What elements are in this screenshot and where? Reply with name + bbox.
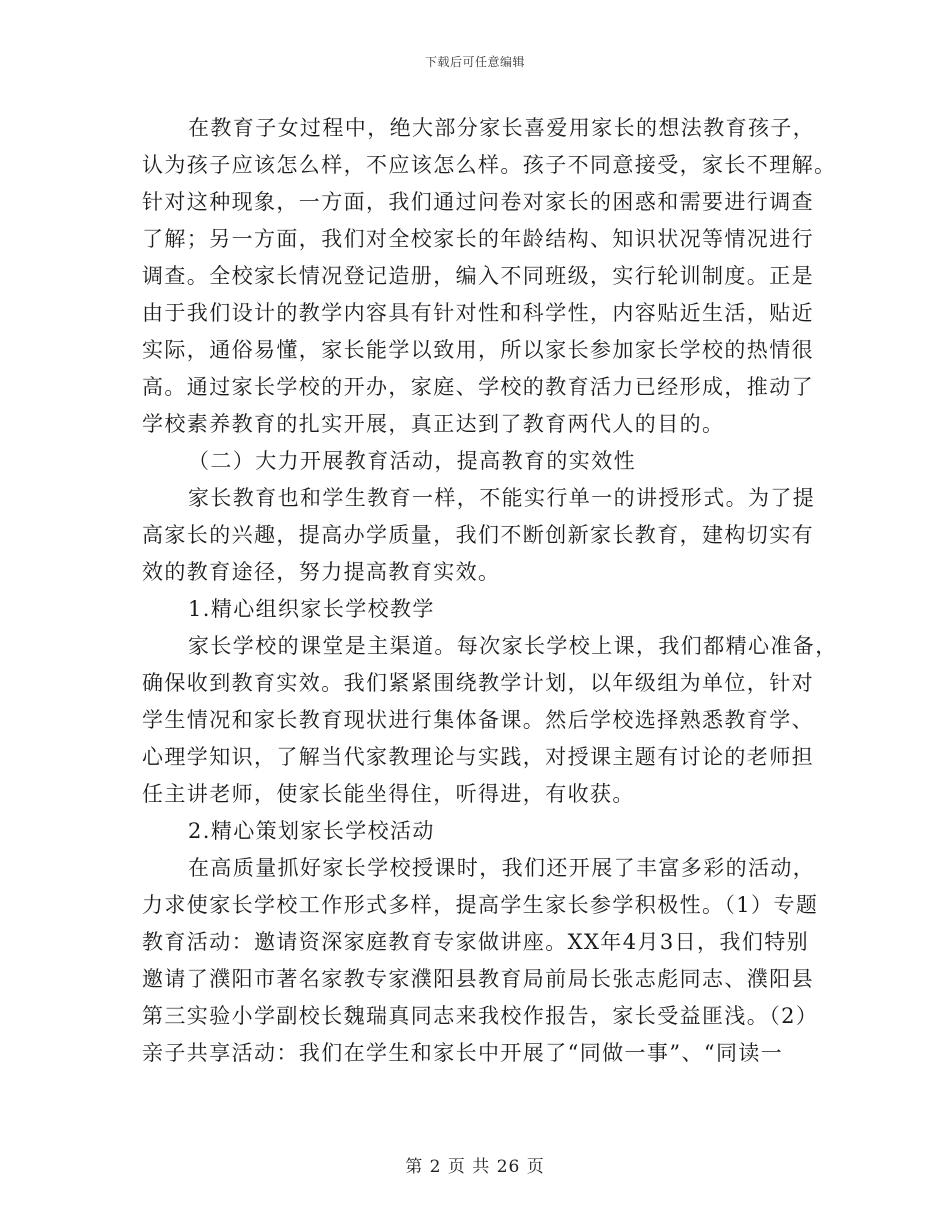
paragraph-line: 了解；另一方面，我们对全校家长的年龄结构、知识状况等情况进行 bbox=[142, 227, 814, 251]
paragraph-line: 家长教育也和学生教育一样，不能实行单一的讲授形式。为了提 bbox=[188, 486, 816, 510]
paragraph-line: 学生情况和家长教育现状进行集体备课。然后学校选择熟悉教育学、 bbox=[142, 708, 814, 732]
paragraph-line: 认为孩子应该怎么样，不应该怎么样。孩子不同意接受，家长不理解。 bbox=[142, 153, 837, 177]
paragraph-line: 针对这种现象，一方面，我们通过问卷对家长的困惑和需要进行调查 bbox=[142, 190, 814, 214]
paragraph-line: 确保收到教育实效。我们紧紧围绕教学计划，以年级组为单位，针对 bbox=[142, 671, 814, 695]
paragraph-line: 第三实验小学副校长魏瑞真同志来我校作报告，家长受益匪浅。（2） bbox=[142, 1004, 819, 1028]
paragraph-line: 学校素养教育的扎实开展，真正达到了教育两代人的目的。 bbox=[142, 412, 725, 436]
page-header: 下载后可任意编辑 bbox=[424, 55, 525, 69]
paragraph-line: 效的教育途径，努力提高教育实效。 bbox=[142, 560, 501, 584]
paragraph-line: 调查。全校家长情况登记造册，编入不同班级，实行轮训制度。正是 bbox=[142, 264, 814, 288]
paragraph-line: 在高质量抓好家长学校授课时，我们还开展了丰富多彩的活动， bbox=[188, 856, 816, 880]
paragraph-line: 任主讲老师，使家长能坐得住，听得进，有收获。 bbox=[142, 782, 635, 806]
page-footer: 第 2 页 共 26 页 bbox=[405, 1157, 545, 1177]
paragraph-line: 家长学校的课堂是主渠道。每次家长学校上课，我们都精心准备， bbox=[188, 634, 838, 658]
paragraph-line: 由于我们设计的教学内容具有针对性和科学性，内容贴近生活，贴近 bbox=[142, 301, 814, 325]
paragraph-line: 实际，通俗易懂，家长能学以致用，所以家长参加家长学校的热情很 bbox=[142, 338, 814, 362]
paragraph-line: 高。通过家长学校的开办，家庭、学校的教育活力已经形成，推动了 bbox=[142, 375, 814, 399]
paragraph-line: 心理学知识，了解当代家教理论与实践，对授课主题有讨论的老师担 bbox=[142, 745, 814, 769]
section-heading: （二）大力开展教育活动，提高教育的实效性 bbox=[188, 449, 636, 473]
paragraph-line: 亲子共享活动：我们在学生和家长中开展了“同做一事”、“同读一 bbox=[142, 1041, 784, 1065]
paragraph-line: 教育活动：邀请资深家庭教育专家做讲座。XX年4月3日，我们特别 bbox=[142, 930, 810, 954]
paragraph-line: 在教育子女过程中，绝大部分家长喜爱用家长的想法教育孩子， bbox=[188, 116, 816, 140]
body-text bbox=[142, 110, 838, 1072]
paragraph-line: 力求使家长学校工作形式多样，提高学生家长参学积极性。（1）专题 bbox=[142, 893, 819, 917]
subsection-heading: 1.精心组织家长学校教学 bbox=[188, 597, 435, 621]
paragraph-line: 邀请了濮阳市著名家教专家濮阳县教育局前局长张志彪同志、濮阳县 bbox=[142, 967, 814, 991]
subsection-heading: 2.精心策划家长学校活动 bbox=[188, 819, 435, 843]
paragraph-line: 高家长的兴趣，提高办学质量，我们不断创新家长教育，建构切实有 bbox=[142, 523, 814, 547]
